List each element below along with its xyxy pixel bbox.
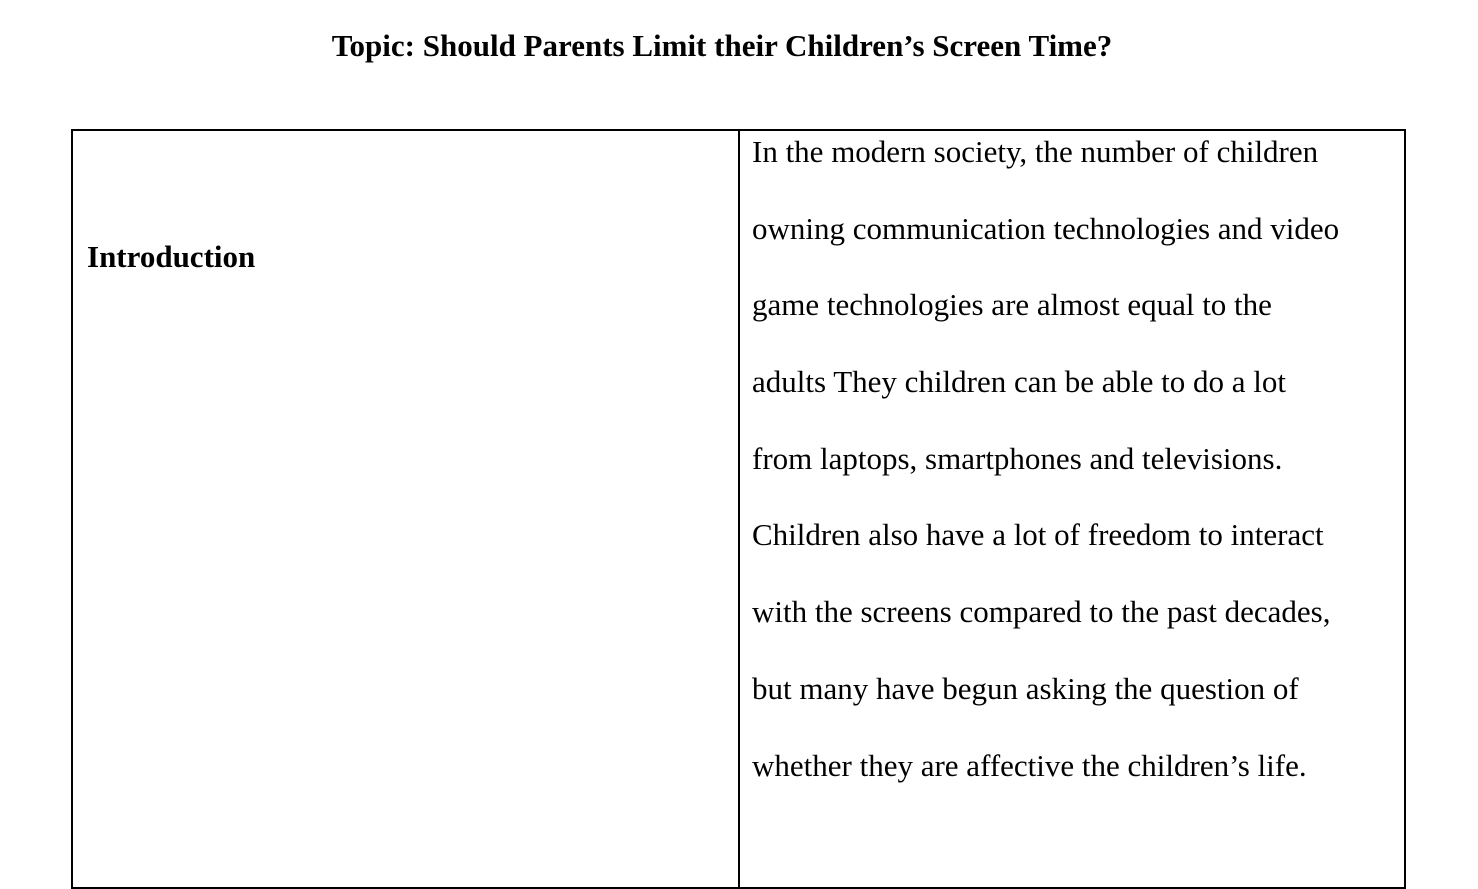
paragraph-line: whether they are affective the children’s life.: [752, 747, 1307, 783]
paragraph-line: game technologies are almost equal to the: [752, 287, 1272, 323]
paragraph-line: In the modern society, the number of children: [752, 134, 1319, 169]
paragraph-line: but many have begun asking the question of: [752, 670, 1299, 706]
introduction-paragraph: [752, 132, 1392, 822]
column-divider: [738, 131, 740, 887]
paragraph-line: with the screens compared to the past decades,: [752, 594, 1331, 630]
paragraph-line: Children also have a lot of freedom to interact: [752, 517, 1324, 553]
section-heading-introduction: Introduction: [87, 239, 256, 274]
paragraph-line: adults They children can be able to do a lot: [752, 364, 1287, 400]
paragraph-line: from laptops, smartphones and televisions.: [752, 440, 1283, 476]
outline-table: [71, 129, 1406, 889]
paragraph-line: owning communication technologies and video: [752, 210, 1340, 246]
page-title: Topic: Should Parents Limit their Children’s Screen Time?: [331, 28, 1113, 63]
